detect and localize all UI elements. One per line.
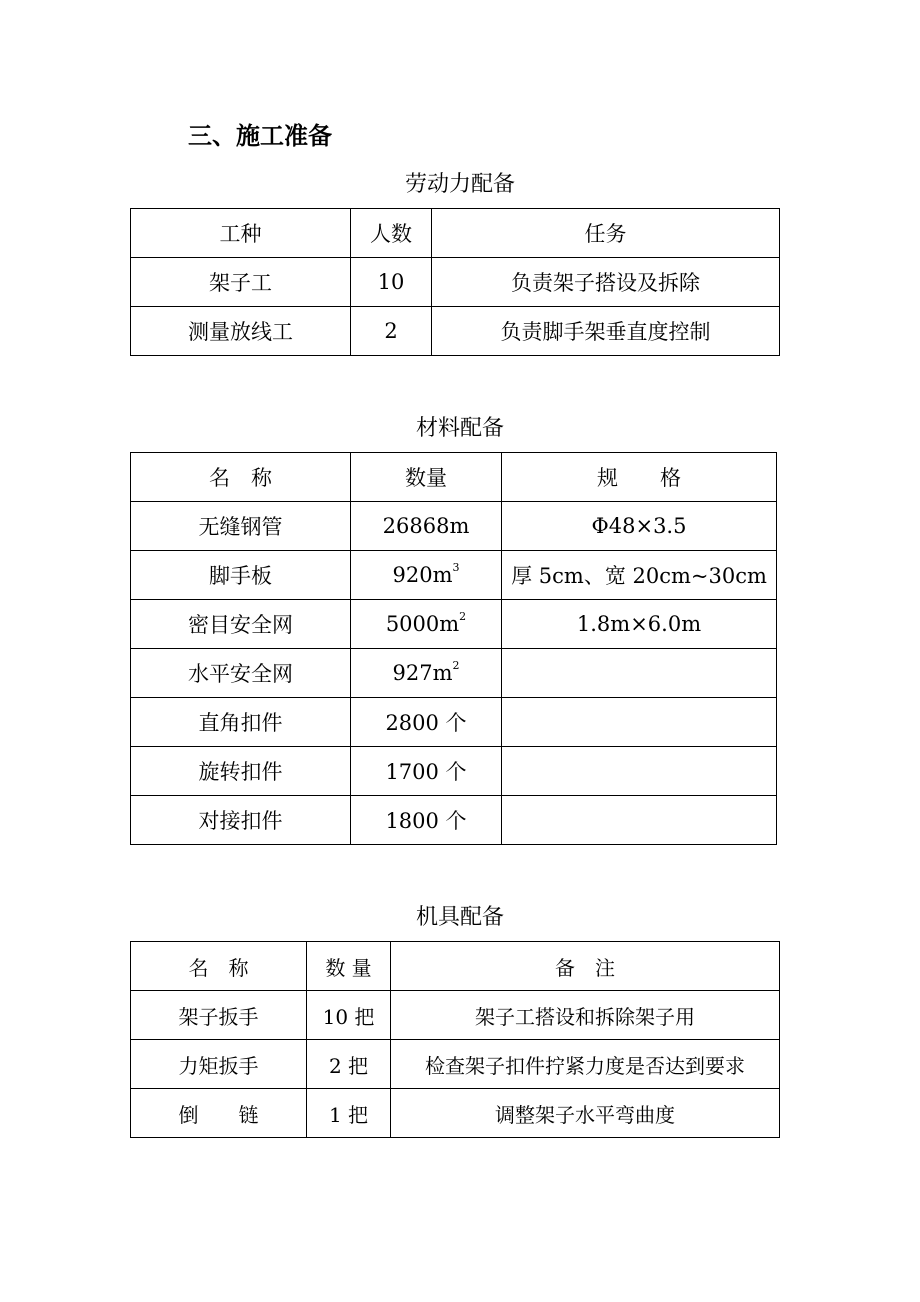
material-qty: $5000m^2$ (351, 600, 502, 649)
header-cell: 备 注 (391, 942, 780, 991)
table-cell: 架子工 (131, 258, 351, 307)
header-cell: 数量 (351, 453, 502, 502)
material-spec: 厚 5cm、宽 20cm~30cm (502, 551, 777, 600)
table-row (131, 1040, 780, 1089)
table-row (131, 1089, 780, 1138)
table-header-row (131, 453, 777, 502)
table-row (131, 796, 777, 845)
table-cell: 倒 链 (131, 1089, 307, 1138)
material-qty: 26868m (351, 502, 502, 551)
material-name: 密目安全网 (131, 600, 351, 649)
header-cell: 工种 (131, 209, 351, 258)
material-qty: 2800 个 (351, 698, 502, 747)
table-row (131, 307, 780, 356)
material-spec (502, 649, 777, 698)
table-cell: 架子工搭设和拆除架子用 (391, 991, 780, 1040)
table-header-row (131, 942, 780, 991)
material-spec (502, 747, 777, 796)
labor-table (130, 208, 780, 356)
material-name: 直角扣件 (131, 698, 351, 747)
table-cell: 架子扳手 (131, 991, 307, 1040)
material-qty: 1800 个 (351, 796, 502, 845)
materials-table (130, 452, 777, 845)
table-cell: 负责架子搭设及拆除 (432, 258, 780, 307)
table-cell: 测量放线工 (131, 307, 351, 356)
table-cell: 力矩扳手 (131, 1040, 307, 1089)
material-spec (502, 698, 777, 747)
material-spec: Φ48×3.5 (502, 502, 777, 551)
material-name: 无缝钢管 (131, 502, 351, 551)
table-cell: 检查架子扣件拧紧力度是否达到要求 (391, 1040, 780, 1089)
table-cell: 1 把 (307, 1089, 391, 1138)
table-row (131, 747, 777, 796)
table-cell: 负责脚手架垂直度控制 (432, 307, 780, 356)
labor-caption: 劳动力配备 (404, 172, 515, 197)
table-cell: 10 把 (307, 991, 391, 1040)
table-row (131, 698, 777, 747)
header-cell: 任务 (432, 209, 780, 258)
header-cell: 人数 (351, 209, 432, 258)
table-row (131, 551, 777, 600)
table-row (131, 502, 777, 551)
section-title: 三、施工准备 (188, 122, 332, 150)
table-row (131, 600, 777, 649)
tools-table (130, 941, 780, 1138)
material-qty: 1700 个 (351, 747, 502, 796)
table-row (131, 258, 780, 307)
table-cell: 10 (351, 258, 432, 307)
table-cell: 2 把 (307, 1040, 391, 1089)
header-cell: 名 称 (131, 942, 307, 991)
table-row (131, 649, 777, 698)
tools-caption: 机具配备 (415, 905, 504, 930)
table-cell: 2 (351, 307, 432, 356)
material-name: 旋转扣件 (131, 747, 351, 796)
material-name: 对接扣件 (131, 796, 351, 845)
material-spec: 1.8m×6.0m (502, 600, 777, 649)
header-cell: 数 量 (307, 942, 391, 991)
material-qty: $920m^3$ (351, 551, 502, 600)
material-name: 脚手板 (131, 551, 351, 600)
header-cell: 名 称 (131, 453, 351, 502)
material-name: 水平安全网 (131, 649, 351, 698)
materials-caption: 材料配备 (415, 416, 504, 441)
header-cell: 规 格 (502, 453, 777, 502)
material-qty: $927m^2$ (351, 649, 502, 698)
table-cell: 调整架子水平弯曲度 (391, 1089, 780, 1138)
table-row (131, 991, 780, 1040)
table-header-row (131, 209, 780, 258)
material-spec (502, 796, 777, 845)
